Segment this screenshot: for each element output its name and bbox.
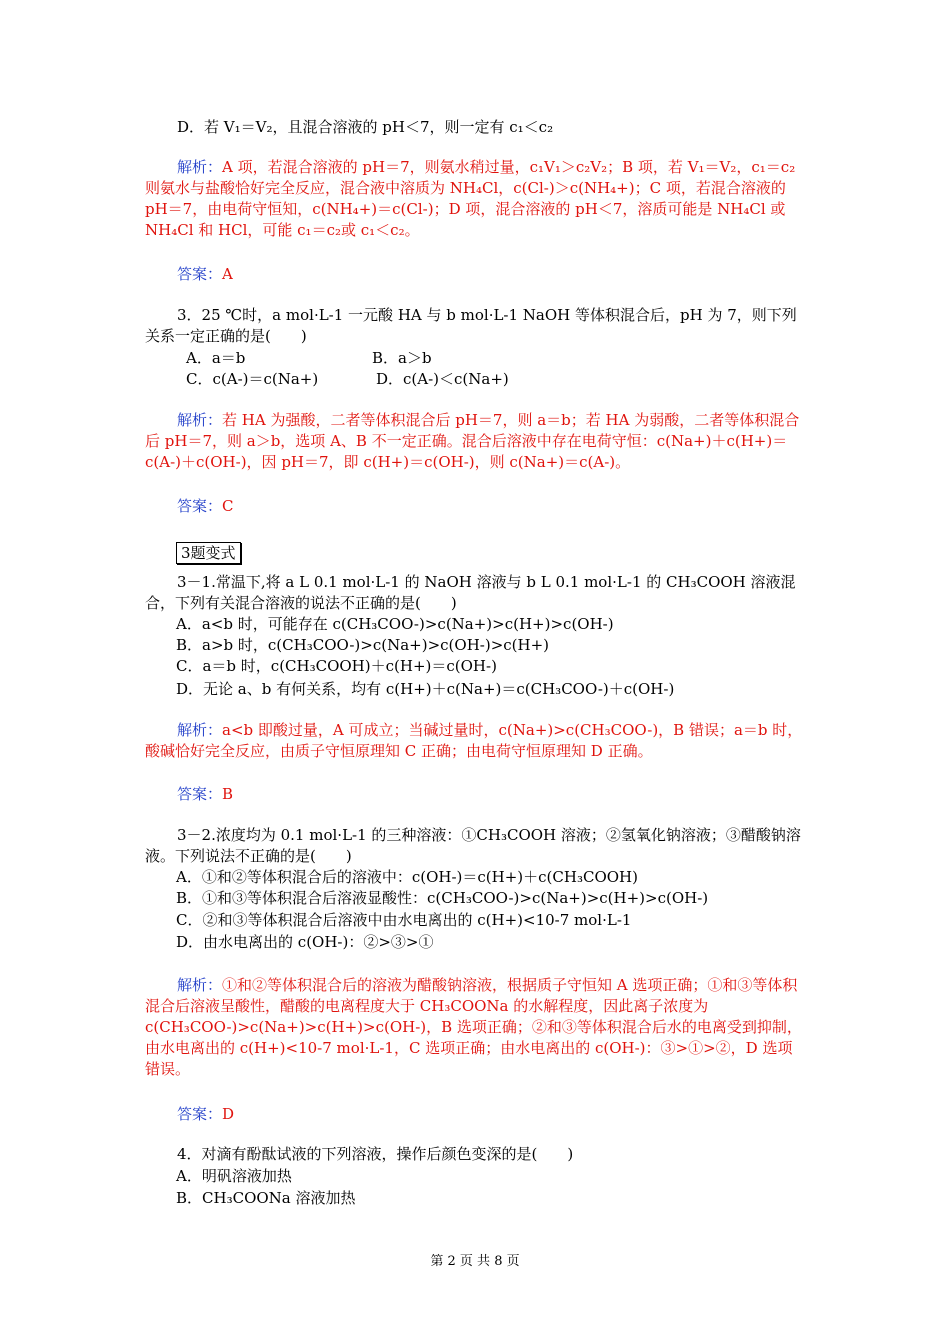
analysis-text: a<b 即酸过量，A 可成立；当碱过量时，c(Na+)>c(CH₃COO-)，B 错误；a＝b 时，酸碱恰好完全反应，由质子守恒原理知 C 正确；由电荷守恒原理知 D 正确。	[145, 721, 803, 760]
answer-value: D	[222, 1105, 235, 1123]
answer-label: 答案：	[177, 785, 223, 803]
v1-analysis	[145, 720, 807, 762]
v2-option-c: C．②和③等体积混合后溶液中由水电离出的 c(H+)<10-7 mol·L-1	[176, 911, 632, 929]
q4-option-a: A．明矾溶液加热	[176, 1167, 292, 1185]
v1-option-c: C．a＝b 时，c(CH₃COOH)＋c(H+)＝c(OH-)	[176, 657, 497, 675]
analysis-label: 解析：	[177, 411, 223, 429]
answer-value: B	[222, 785, 234, 803]
v2-option-b: B．①和③等体积混合后溶液显酸性：c(CH₃COO-)>c(Na+)>c(H+)>c(OH-)	[176, 889, 709, 907]
v1-option-b: B．a>b 时，c(CH₃COO-)>c(Na+)>c(OH-)>c(H+)	[176, 636, 550, 654]
v2-stem: 3－2.浓度均为 0.1 mol·L-1 的三种溶液：①CH₃COOH 溶液；②氢氧化钠溶液；③醋酸钠溶液。下列说法不正确的是( )	[145, 826, 801, 865]
q3-stem: 3．25 ℃时，a mol·L-1 一元酸 HA 与 b mol·L-1 NaOH 等体积混合后，pH 为 7，则下列关系一定正确的是( )	[145, 306, 797, 345]
q2-answer	[145, 264, 839, 285]
answer-label: 答案：	[177, 265, 223, 283]
q3-analysis	[145, 410, 807, 473]
analysis-label: 解析：	[177, 721, 223, 739]
v2-answer	[145, 1104, 839, 1125]
q3-answer	[145, 496, 839, 517]
v1-answer	[145, 784, 839, 805]
variant-tag: 3题变式	[176, 542, 241, 564]
q3-option-c: C．c(A-)＝c(Na+)	[186, 370, 319, 388]
q4-stem: 4．对滴有酚酞试液的下列溶液，操作后颜色变深的是( )	[177, 1145, 574, 1163]
q2-option-d: D．若 V₁＝V₂，且混合溶液的 pH＜7，则一定有 c₁＜c₂	[177, 118, 554, 136]
answer-label: 答案：	[177, 497, 223, 515]
v2-option-a: A．①和②等体积混合后的溶液中：c(OH-)＝c(H+)＋c(CH₃COOH)	[176, 868, 638, 886]
analysis-text: ①和②等体积混合后的溶液为醋酸钠溶液，根据质子守恒知 A 选项正确；①和③等体积混合后溶液呈酸性，醋酸的电离程度大于 CH₃COONa 的水解程度，因此离子浓度为 c(CH₃COO-)>c(Na+)>c(H+)>c(OH-)，B 选项正确；②和③等体积混合后水的电离受到抑制，由水电离出的 c(H+)<10-7 mol·L-1，C 选项正确；由水电离出的 c(OH-)：③>①>②，D 选项错误。	[145, 976, 802, 1078]
answer-value: C	[222, 497, 234, 515]
analysis-label: 解析：	[177, 158, 223, 176]
q3-option-a: A．a＝b	[186, 349, 246, 367]
q2-analysis	[145, 157, 807, 241]
q4-option-b: B．CH₃COONa 溶液加热	[176, 1189, 356, 1207]
answer-value: A	[222, 265, 233, 283]
analysis-text: A 项，若混合溶液的 pH＝7，则氨水稍过量，c₁V₁＞c₂V₂；B 项，若 V₁＝V₂，c₁＝c₂则氨水与盐酸恰好完全反应，混合液中溶质为 NH₄Cl，c(Cl-)＞c(NH₄+)；C 项，若混合溶液的 pH＝7，由电荷守恒知，c(NH₄+)＝c(Cl-)；D 项，混合溶液的 pH＜7，溶质可能是 NH₄Cl 或 NH₄Cl 和 HCl，可能 c₁＝c₂或 c₁＜c₂。	[145, 158, 796, 239]
v1-stem: 3－1.常温下,将 a L 0.1 mol·L-1 的 NaOH 溶液与 b L 0.1 mol·L-1 的 CH₃COOH 溶液混合，下列有关混合溶液的说法不正确的是( )	[145, 573, 796, 612]
analysis-label: 解析：	[177, 976, 223, 994]
v1-option-d: D．无论 a、b 有何关系，均有 c(H+)＋c(Na+)＝c(CH₃COO-)＋c(OH-)	[176, 680, 675, 698]
v2-option-d: D．由水电离出的 c(OH-)：②>③>①	[176, 933, 434, 951]
q3-option-d: D．c(A-)＜c(Na+)	[376, 370, 509, 388]
analysis-text: 若 HA 为强酸，二者等体积混合后 pH＝7，则 a＝b；若 HA 为弱酸，二者等体积混合后 pH＝7，则 a＞b，选项 A、B 不一定正确。混合后溶液中存在电荷守恒：c(Na+)＋c(H+)＝c(A-)＋c(OH-)，因 pH＝7，即 c(H+)＝c(OH-)，则 c(Na+)＝c(A-)。	[145, 411, 800, 471]
page-footer: 第 2 页 共 8 页	[430, 1254, 520, 1269]
v2-analysis	[145, 975, 807, 1080]
answer-label: 答案：	[177, 1105, 223, 1123]
q3-option-b: B．a＞b	[372, 349, 432, 367]
v1-option-a: A．a<b 时，可能存在 c(CH₃COO-)>c(Na+)>c(H+)>c(OH-)	[176, 615, 614, 633]
